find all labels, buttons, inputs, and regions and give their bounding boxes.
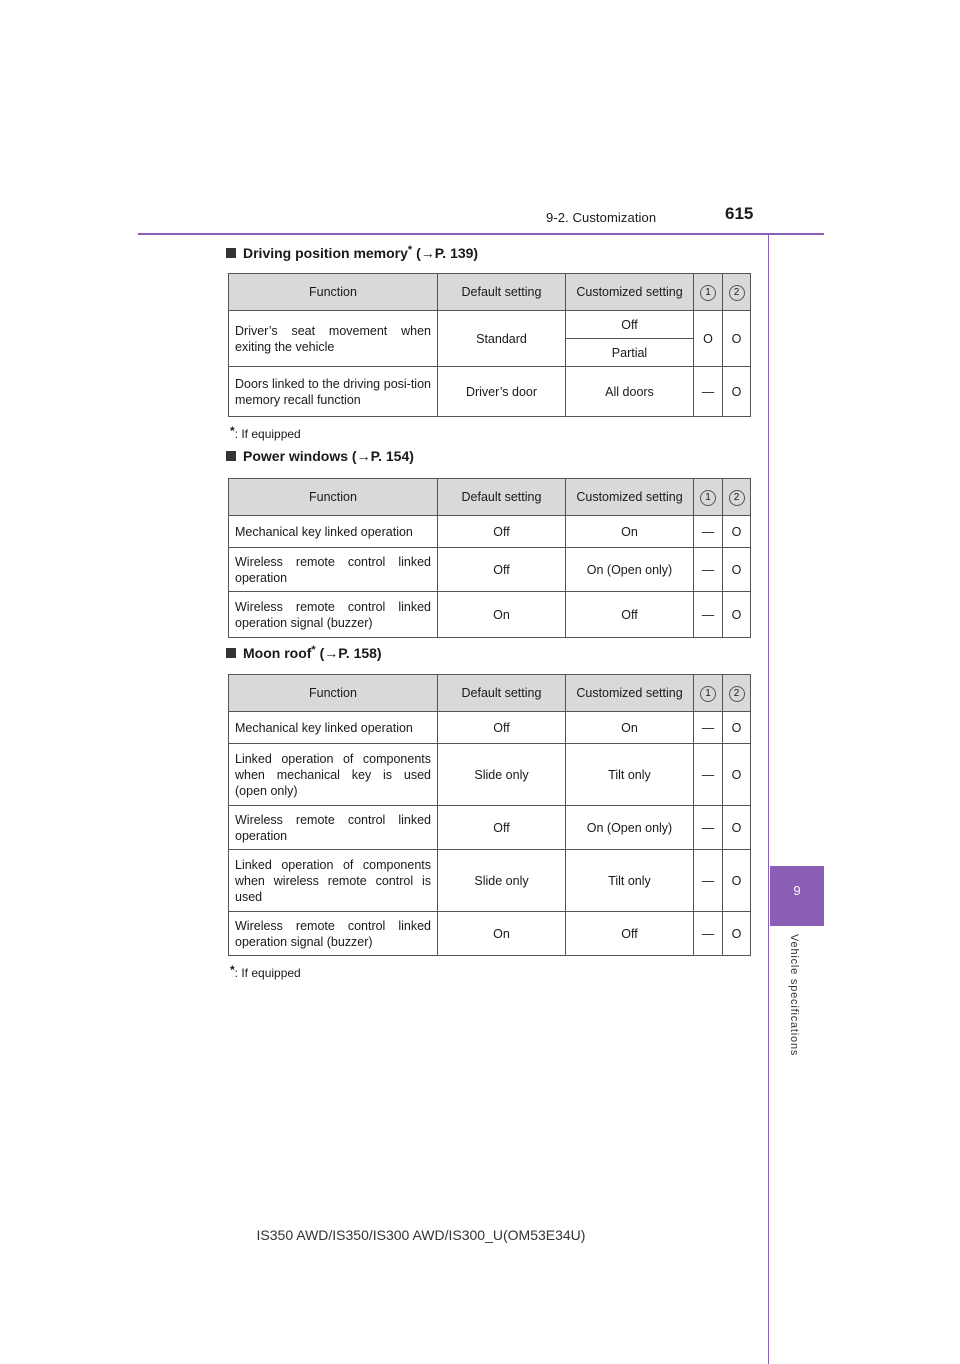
flag-cell: —	[694, 744, 723, 806]
column-header: Default setting	[438, 675, 566, 712]
chapter-title: Vehicle specifications	[788, 934, 800, 1057]
flag-cell: O	[723, 850, 751, 912]
footnote-star: *	[230, 424, 235, 438]
footnote-star: *	[230, 963, 235, 977]
section-heading-driving-position-memory	[226, 244, 478, 261]
circle-number-icon: 1	[700, 490, 716, 506]
moon-roof-table	[228, 674, 751, 956]
function-cell: Doors linked to the driving posi-tion memory recall function	[229, 367, 438, 417]
custom-cell: On	[566, 516, 694, 548]
flag-cell: O	[723, 912, 751, 956]
flag-cell: —	[694, 712, 723, 744]
table-header-row	[229, 274, 751, 311]
function-cell: Mechanical key linked operation	[229, 516, 438, 548]
page-number: 615	[725, 204, 754, 223]
page-footer: IS350 AWD/IS350/IS300 AWD/IS300_U(OM53E34U)	[256, 1227, 586, 1243]
heading-title: Driving position memory	[243, 245, 408, 261]
square-bullet-icon	[226, 451, 236, 461]
custom-cell: Tilt only	[566, 744, 694, 806]
column-header: Function	[229, 274, 438, 311]
column-header	[694, 274, 723, 311]
column-header: Customized setting	[566, 274, 694, 311]
function-cell: Wireless remote control linked operation signal (buzzer)	[229, 592, 438, 638]
section-heading-power-windows	[226, 448, 414, 464]
custom-cell: Off	[566, 912, 694, 956]
table-row	[229, 592, 751, 638]
section-heading-moon-roof	[226, 644, 382, 661]
table-row	[229, 806, 751, 850]
column-header: Default setting	[438, 274, 566, 311]
custom-cell: On (Open only)	[566, 548, 694, 592]
default-cell: Slide only	[438, 744, 566, 806]
default-cell: Slide only	[438, 850, 566, 912]
default-cell: Off	[438, 712, 566, 744]
flag-cell: O	[723, 712, 751, 744]
custom-cell: On (Open only)	[566, 806, 694, 850]
flag-cell: —	[694, 548, 723, 592]
table-row	[229, 712, 751, 744]
custom-cell: Off	[566, 311, 694, 339]
heading-title: Power windows	[243, 448, 349, 464]
flag-cell: —	[694, 850, 723, 912]
section-title: 9-2. Customization	[546, 210, 657, 225]
flag-cell: O	[694, 311, 723, 367]
flag-cell: —	[694, 516, 723, 548]
heading-ref: (→P. 139)	[412, 245, 479, 261]
table-row	[229, 744, 751, 806]
heading-star: *	[407, 244, 413, 256]
header-rule	[138, 233, 824, 235]
flag-cell: O	[723, 516, 751, 548]
table-row	[229, 367, 751, 417]
table-row	[229, 516, 751, 548]
footnote	[230, 424, 301, 441]
square-bullet-icon	[226, 248, 236, 258]
custom-cell: Tilt only	[566, 850, 694, 912]
default-cell: Off	[438, 806, 566, 850]
footnote-text: : If equipped	[234, 427, 301, 441]
circle-number-icon: 1	[700, 285, 716, 301]
column-header: Default setting	[438, 479, 566, 516]
flag-cell: O	[723, 592, 751, 638]
footnote-text: : If equipped	[234, 966, 301, 980]
function-cell: Wireless remote control linked operation	[229, 548, 438, 592]
table-row	[229, 311, 751, 339]
function-cell: Wireless remote control linked operation signal (buzzer)	[229, 912, 438, 956]
flag-cell: O	[723, 744, 751, 806]
column-header	[694, 675, 723, 712]
function-cell: Driver’s seat movement when exiting the vehicle	[229, 311, 438, 367]
function-cell: Linked operation of components when mechanical key is used (open only)	[229, 744, 438, 806]
column-header	[723, 675, 751, 712]
heading-ref: (→P. 158)	[315, 645, 382, 661]
function-cell: Linked operation of components when wireless remote control is used	[229, 850, 438, 912]
table-header-row	[229, 675, 751, 712]
column-header	[723, 479, 751, 516]
function-cell: Mechanical key linked operation	[229, 712, 438, 744]
flag-cell: —	[694, 592, 723, 638]
circle-number-icon: 2	[729, 490, 745, 506]
custom-cell: Partial	[566, 339, 694, 367]
circle-number-icon: 2	[729, 285, 745, 301]
default-cell: Off	[438, 516, 566, 548]
column-header: Function	[229, 479, 438, 516]
chapter-sidebar	[768, 234, 824, 1364]
footnote	[230, 963, 301, 980]
circle-number-icon: 1	[700, 686, 716, 702]
power-windows-table	[228, 478, 751, 638]
circle-number-icon: 2	[729, 686, 745, 702]
default-cell: On	[438, 592, 566, 638]
column-header: Customized setting	[566, 675, 694, 712]
flag-cell: —	[694, 912, 723, 956]
table-row	[229, 912, 751, 956]
column-header	[723, 274, 751, 311]
column-header: Customized setting	[566, 479, 694, 516]
square-bullet-icon	[226, 648, 236, 658]
custom-cell: All doors	[566, 367, 694, 417]
default-cell: Off	[438, 548, 566, 592]
flag-cell: —	[694, 367, 723, 417]
flag-cell: —	[694, 806, 723, 850]
heading-title: Moon roof	[243, 645, 312, 661]
chapter-tab[interactable]: 9	[770, 866, 824, 926]
default-cell: Standard	[438, 311, 566, 367]
flag-cell: O	[723, 548, 751, 592]
function-cell: Wireless remote control linked operation	[229, 806, 438, 850]
table-row	[229, 548, 751, 592]
sidebar-rule	[768, 234, 769, 1364]
heading-ref: (→P. 154)	[348, 448, 414, 464]
table-header-row	[229, 479, 751, 516]
custom-cell: Off	[566, 592, 694, 638]
table-row	[229, 850, 751, 912]
custom-cell: On	[566, 712, 694, 744]
flag-cell: O	[723, 311, 751, 367]
flag-cell: O	[723, 806, 751, 850]
flag-cell: O	[723, 367, 751, 417]
column-header: Function	[229, 675, 438, 712]
heading-star: *	[311, 644, 316, 656]
default-cell: On	[438, 912, 566, 956]
default-cell: Driver’s door	[438, 367, 566, 417]
driving-position-memory-table	[228, 273, 751, 417]
column-header	[694, 479, 723, 516]
page-header	[138, 204, 824, 234]
